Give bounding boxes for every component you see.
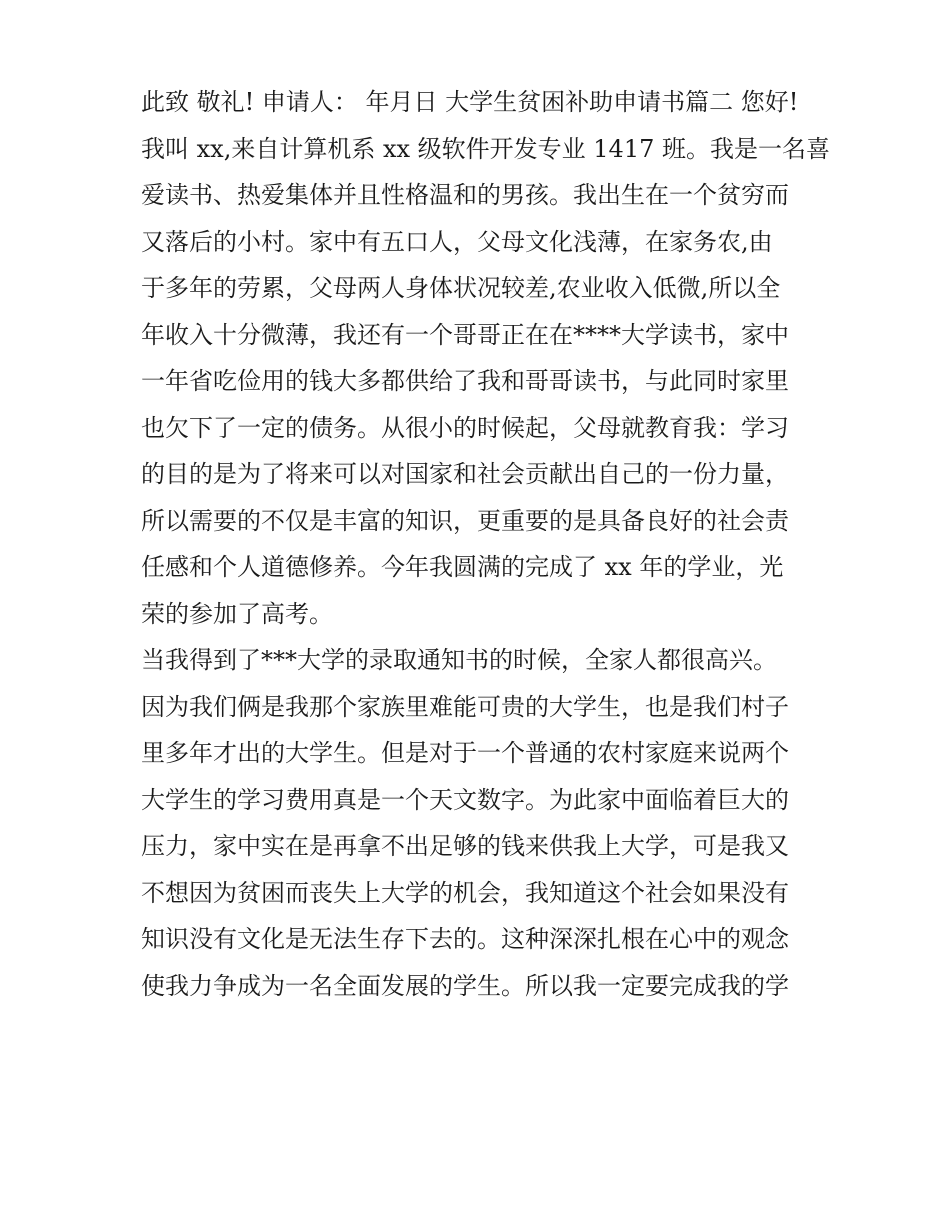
text-line: 一年省吃俭用的钱大多都供给了我和哥哥读书，与此同时家里 [141,367,789,395]
text-line: 使我力争成为一名全面发展的学生。所以我一定要完成我的学 [141,971,789,1000]
text-line: 爱读书、热爱集体并且性格温和的男孩。我出生在一个贫穷而 [141,181,789,209]
text-line: 当我得到了***大学的录取通知书的时候，全家人都很高兴。 [141,646,777,674]
text-line: 荣的参加了高考。 [141,599,333,628]
text-line: 此致 敬礼! 申请人： 年月日 大学生贫困补助申请书篇二 您好! [141,88,799,116]
text-line: 的目的是为了将来可以对国家和社会贡献出自己的一份力量， [141,460,789,488]
text-line: 不想因为贫困而丧失上大学的机会，我知道这个社会如果没有 [141,878,789,907]
text-line: 压力，家中实在是再拿不出足够的钱来供我上大学，可是我又 [141,832,789,860]
text-line: 因为我们俩是我那个家族里难能可贵的大学生，也是我们村子 [141,692,789,721]
document-body [141,79,830,1009]
text-line: 大学生的学习费用真是一个天文数字。为此家中面临着巨大的 [141,785,789,814]
text-line: 又落后的小村。家中有五口人，父母文化浅薄，在家务农,由 [141,227,773,256]
text-line: 知识没有文化是无法生存下去的。这种深深扎根在心中的观念 [141,925,789,953]
text-line: 所以需要的不仅是丰富的知识，更重要的是具备良好的社会责 [141,506,789,535]
text-line: 我叫 xx,来自计算机系 xx 级软件开发专业 1417 班。我是一名喜 [141,134,830,163]
text-line: 年收入十分微薄，我还有一个哥哥正在在****大学读书，家中 [141,320,789,349]
text-line: 也欠下了一定的债务。从很小的时候起，父母就教育我：学习 [141,413,789,442]
text-line: 任感和个人道德修养。今年我圆满的完成了 xx 年的学业，光 [141,553,784,581]
text-line: 里多年才出的大学生。但是对于一个普通的农村家庭来说两个 [141,739,789,767]
text-line: 于多年的劳累，父母两人身体状况较差,农业收入低微,所以全 [141,274,781,302]
